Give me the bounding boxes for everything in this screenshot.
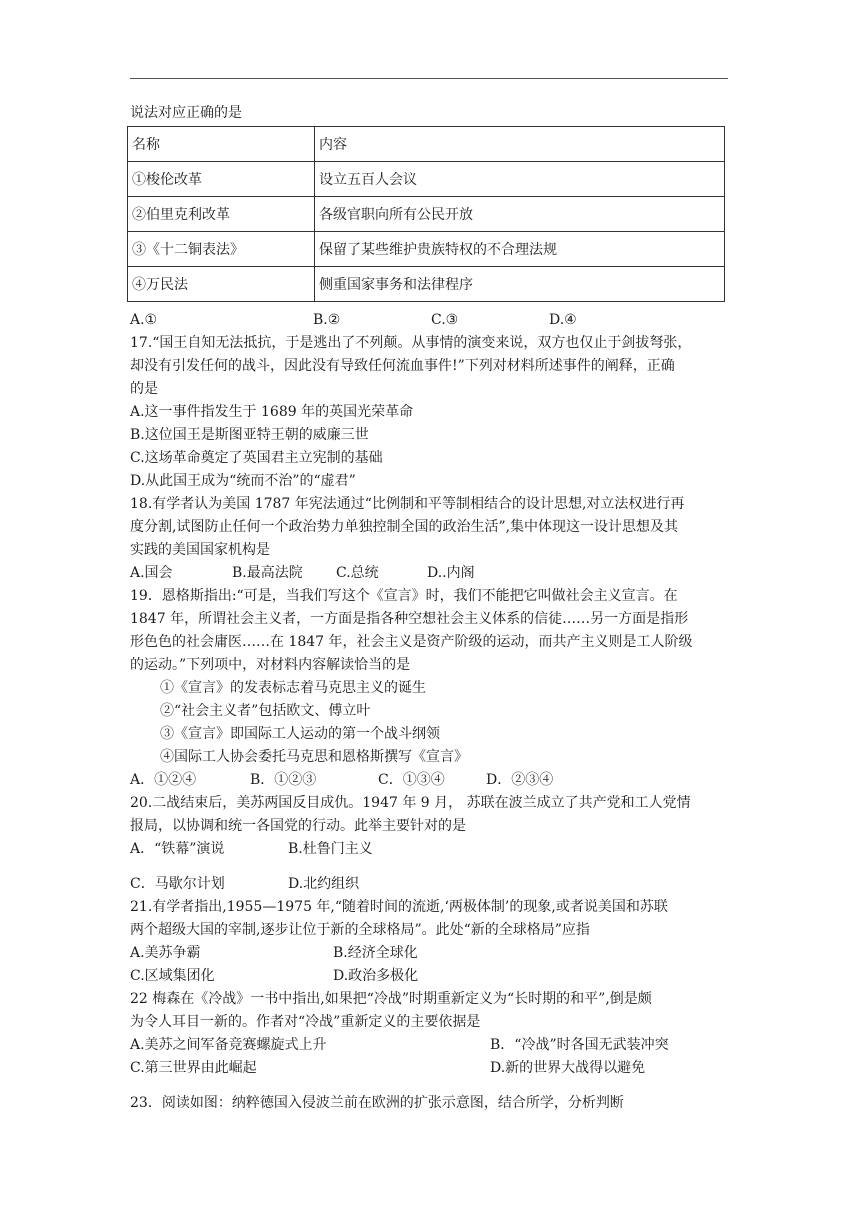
q22-stem-line: 22 梅森在《冷战》一书中指出,如果把“冷战”时期重新定义为“长时期的和平”,倒是颇	[130, 991, 652, 1007]
q17-option-b: B.这位国王是斯图亚特王朝的威廉三世	[130, 427, 369, 443]
q19-option-b: B．①②③	[250, 772, 317, 788]
q19-stem-line: 形色色的社会庸医……在 1847 年，社会主义是资产阶级的运动，而共产主义则是工人阶级	[130, 634, 693, 650]
q17-option-a: A.这一事件指发生于 1689 年的英国光荣革命	[130, 404, 414, 420]
table-row	[128, 197, 725, 232]
q18-stem-line: 度分割,试图防止任何一个政治势力单独控制全国的政治生活”,集中体现这一设计思想及其	[130, 519, 679, 535]
q18-stem-line: 实践的美国国家机构是	[130, 542, 270, 558]
q21-option-d: D.政治多极化	[333, 968, 419, 984]
q19-item: ①《宣言》的发表标志着马克思主义的诞生	[160, 680, 426, 696]
q18-stem-line: 18.有学者认为美国 1787 年宪法通过“比例制和平等制相结合的设计思想,对立法权进行再	[130, 496, 685, 512]
q19-option-d: D．②③④	[486, 772, 554, 788]
table-cell: ①梭伦改革	[128, 162, 315, 197]
q17-option-d: D.从此国王成为“统而不治”的“虚君”	[130, 473, 356, 489]
q17-stem-line: 17.“国王自知无法抵抗，于是逃出了不列颠。从事情的演变来说，双方也仅止于剑拔弩张，	[130, 335, 692, 351]
table-row	[128, 232, 725, 267]
table-header-cell: 名称	[128, 127, 315, 162]
q20-stem-line: 20.二战结束后，美苏两国反目成仇。1947 年 9 月， 苏联在波兰成立了共产党和工人党情	[130, 795, 691, 811]
q21-option-a: A.美苏争霸	[130, 945, 201, 961]
q16-option-b: B.②	[313, 312, 341, 328]
q21-option-c: C.区域集团化	[130, 968, 215, 984]
q23-stem-line: 23．阅读如图：纳粹德国入侵波兰前在欧洲的扩张示意图，结合所学，分析判断	[130, 1095, 624, 1111]
q20-option-c: C．马歇尔计划	[130, 876, 225, 892]
q16-option-d: D.④	[549, 312, 577, 328]
q21-option-b: B.经济全球化	[333, 945, 418, 961]
q20-stem-line: 报局，以协调和统一各国党的行动。此举主要针对的是	[130, 818, 466, 834]
q19-stem-line: 19．恩格斯指出:“可是，当我们写这个《宣言》时，我们不能把它叫做社会主义宣言。在	[130, 588, 678, 604]
q20-option-a: A．“铁幕”演说	[130, 841, 225, 857]
table-header-cell: 内容	[315, 127, 725, 162]
table-cell: 各级官职向所有公民开放	[315, 197, 725, 232]
table-cell: ④万民法	[128, 267, 315, 302]
q17-option-c: C.这场革命奠定了英国君主立宪制的基础	[130, 450, 383, 466]
table-cell: 侧重国家事务和法律程序	[315, 267, 725, 302]
table-cell: ③《十二铜表法》	[128, 232, 315, 267]
table-header-row	[128, 127, 725, 162]
q21-stem-line: 21.有学者指出,1955—1975 年,“随着时间的流逝,‘两极体制’的现象,或者说美国和苏联	[130, 899, 668, 915]
question-16-intro: 说法对应正确的是	[130, 105, 242, 121]
q19-item: ④国际工人协会委托马克思和恩格斯撰写《宣言》	[160, 749, 468, 765]
q20-option-d: D.北约组织	[288, 876, 360, 892]
table-cell: 保留了某些维护贵族特权的不合理法规	[315, 232, 725, 267]
q18-option-c: C.总统	[336, 565, 379, 581]
q19-option-c: C．①③④	[378, 772, 445, 788]
table-row	[128, 162, 725, 197]
q16-option-a: A.①	[130, 312, 158, 328]
q17-stem-line: 的是	[130, 381, 158, 397]
table-cell: 设立五百人会议	[315, 162, 725, 197]
q19-stem-line: 1847 年，所谓社会主义者，一方面是指各种空想社会主义体系的信徒……另一方面是指形	[130, 611, 689, 627]
q19-item: ③《宣言》即国际工人运动的第一个战斗纲领	[160, 726, 440, 742]
q17-stem-line: 却没有引发任何的战斗，因此没有导致任何流血事件!”下列对材料所述事件的阐释，正确	[130, 358, 675, 374]
q22-option-a: A.美苏之间军备竞赛螺旋式上升	[130, 1037, 327, 1053]
q22-option-c: C.第三世界由此崛起	[130, 1060, 257, 1076]
reform-table	[127, 126, 725, 302]
q22-option-b: B．“冷战”时各国无武装冲突	[490, 1037, 669, 1053]
q19-option-a: A．①②④	[130, 772, 197, 788]
q22-option-d: D.新的世界大战得以避免	[490, 1060, 646, 1076]
header-rule	[130, 78, 728, 79]
q21-stem-line: 两个超级大国的宰制,逐步让位于新的全球格局”。此处“新的全球格局”应指	[130, 922, 590, 938]
q19-stem-line: 的运动。”下列项中，对材料内容解读恰当的是	[130, 657, 411, 673]
q16-option-c: C.③	[431, 312, 459, 328]
q19-item: ②“社会主义者”包括欧文、傅立叶	[160, 703, 371, 719]
table-row	[128, 267, 725, 302]
q18-option-b: B.最高法院	[232, 565, 303, 581]
q22-stem-line: 为令人耳目一新的。作者对“冷战”重新定义的主要依据是	[130, 1014, 481, 1030]
q20-option-b: B.杜鲁门主义	[288, 841, 373, 857]
q18-option-d: D..内阁	[427, 565, 475, 581]
q18-option-a: A.国会	[130, 565, 173, 581]
table-cell: ②伯里克利改革	[128, 197, 315, 232]
